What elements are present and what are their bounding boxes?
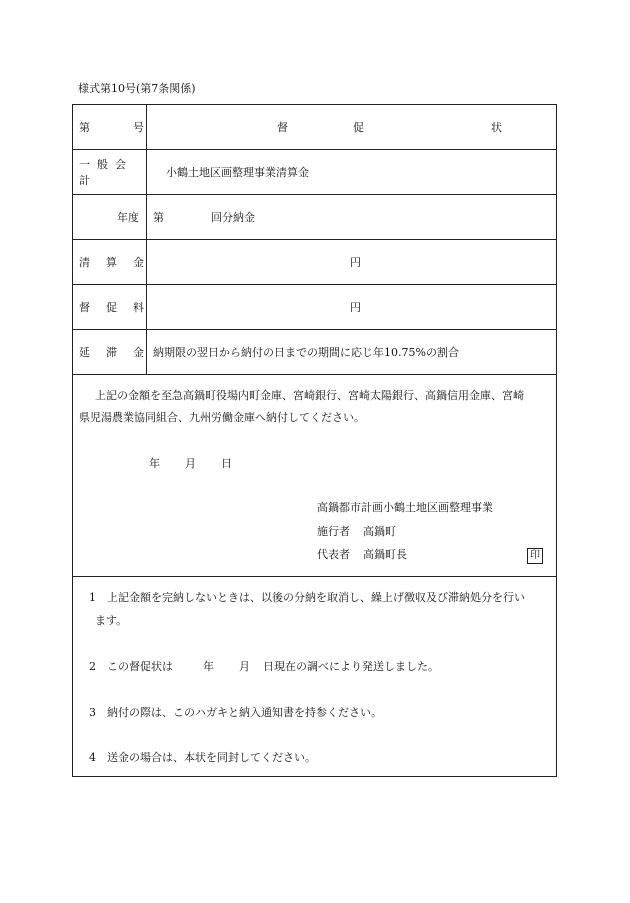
settlement-label-char-2: 算	[106, 256, 117, 269]
late-fee-label-cell	[73, 330, 147, 374]
fee-row	[73, 285, 556, 330]
note-1-number: 1	[89, 591, 96, 604]
title-char-3: 状	[491, 121, 502, 134]
issuer-project: 高鍋都市計画小鶴土地区画整理事業	[317, 501, 493, 514]
title-char-2: 促	[353, 121, 364, 134]
note-4-text: 送金の場合は、本状を同封してください。	[107, 751, 316, 764]
note-2-year: 年	[203, 660, 214, 673]
settlement-yen: 円	[350, 256, 361, 269]
title-cell	[147, 105, 556, 149]
date-month: 月	[185, 457, 196, 470]
seal-mark: 印	[527, 548, 543, 564]
settlement-row	[73, 240, 556, 285]
representative-name: 高鍋町長	[363, 548, 407, 561]
note-1-line-2: ます。	[95, 614, 128, 627]
year-label-cell	[73, 195, 147, 239]
account-value: 小鶴土地区画整理事業清算金	[166, 166, 309, 179]
body-section	[73, 375, 556, 577]
late-fee-text: 納期限の翌日から納付の日までの期間に応じ年10.75%の割合	[153, 346, 459, 359]
executor-label: 施行者	[317, 525, 350, 538]
account-value-cell	[147, 150, 556, 194]
fee-label-char-3: 料	[133, 301, 144, 314]
account-label-cell	[73, 150, 147, 194]
late-fee-label-char-1: 延	[79, 346, 90, 359]
note-1-line-1: 上記金額を完納しないときは、以後の分納を取消し、繰上げ徴収及び滞納処分を行い	[107, 591, 525, 604]
fee-label-cell	[73, 285, 147, 329]
note-2-text-a: この督促状は	[107, 660, 173, 673]
note-2-month: 月	[239, 660, 250, 673]
late-fee-label-char-2: 滞	[106, 346, 117, 359]
note-3-number: 3	[89, 706, 96, 719]
late-fee-value-cell	[147, 330, 556, 374]
year-label: 年度	[117, 211, 139, 224]
body-line-2: 県児湯農業協同組合、九州労働金庫へ納付してください。	[79, 411, 365, 424]
fee-value-cell	[147, 285, 556, 329]
settlement-value-cell	[147, 240, 556, 284]
date-day: 日	[221, 457, 232, 470]
installment-prefix: 第	[153, 211, 164, 224]
number-label-suffix: 号	[133, 121, 144, 134]
note-3-text: 納付の際は、このハガキと納入通知書を持参ください。	[107, 706, 382, 719]
account-row	[73, 150, 556, 195]
settlement-label-char-1: 清	[79, 256, 90, 269]
account-label: 一般会計	[79, 158, 133, 187]
title-char-1: 督	[277, 121, 288, 134]
late-fee-row	[73, 330, 556, 375]
fee-yen: 円	[350, 301, 361, 314]
late-fee-label-char-3: 金	[133, 346, 144, 359]
executor-name: 高鍋町	[363, 525, 396, 538]
notes-section	[73, 577, 556, 776]
form-number: 様式第10号(第7条関係)	[78, 82, 196, 95]
number-label-cell	[73, 105, 147, 149]
settlement-label-cell	[73, 240, 147, 284]
settlement-label-char-3: 金	[133, 256, 144, 269]
fee-label-char-2: 促	[106, 301, 117, 314]
demand-notice-form	[72, 104, 557, 777]
number-label-prefix: 第	[79, 121, 90, 134]
header-row	[73, 105, 556, 150]
body-line-1: 上記の金額を至急高鍋町役場内町金庫、宮崎銀行、宮崎太陽銀行、高鍋信用金庫、宮崎	[95, 389, 524, 402]
installment-suffix: 回分納金	[211, 211, 255, 224]
year-row	[73, 195, 556, 240]
note-4-number: 4	[89, 751, 96, 764]
note-2-number: 2	[89, 660, 96, 673]
note-2-text-d: 日現在の調べにより発送しました。	[263, 660, 439, 673]
representative-label: 代表者	[317, 548, 350, 561]
date-year: 年	[149, 457, 160, 470]
year-value-cell	[147, 195, 556, 239]
fee-label-char-1: 督	[79, 301, 90, 314]
